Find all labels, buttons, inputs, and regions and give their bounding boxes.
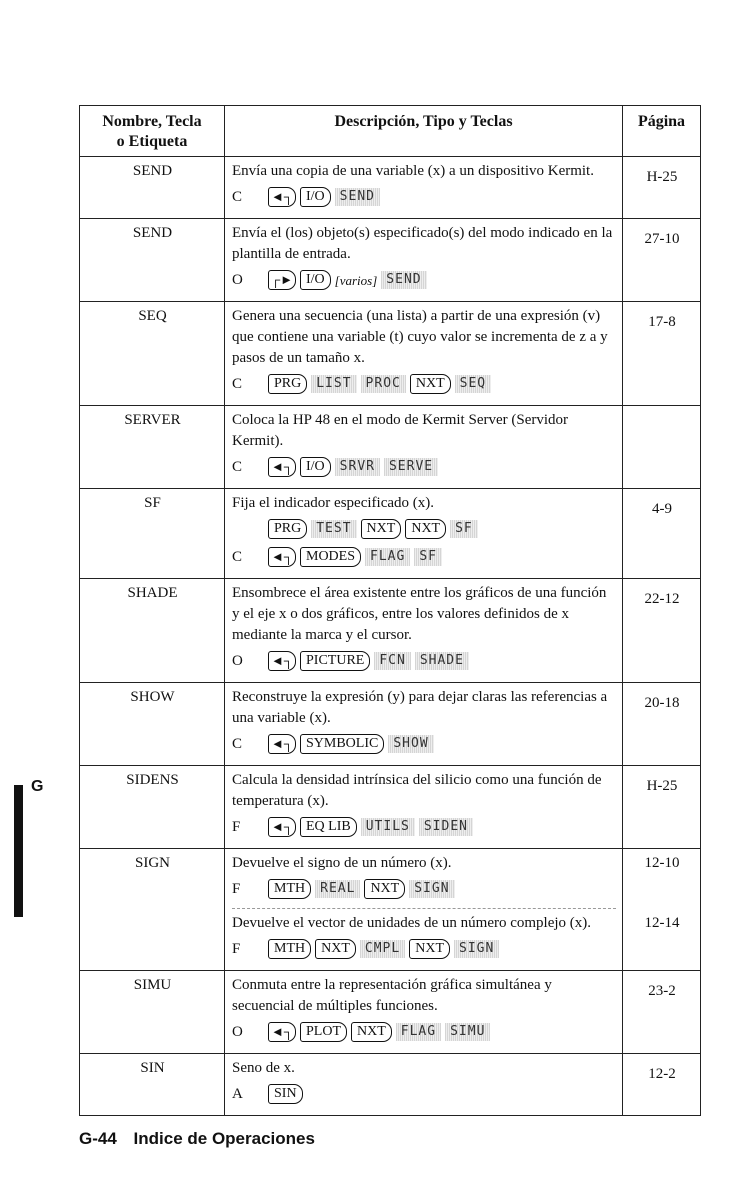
menu-softkey-label: SRVR xyxy=(335,458,380,476)
menu-softkey-label: LIST xyxy=(311,375,356,393)
key-sequence xyxy=(268,457,438,477)
menu-softkey-label: SIGN xyxy=(454,940,499,958)
key-sequence-line xyxy=(232,184,616,210)
operation-description: Devuelve el vector de unidades de un número complejo (x). xyxy=(232,915,592,931)
operation-name: SHADE xyxy=(80,579,225,683)
operation-type: F xyxy=(232,940,241,957)
menu-softkey-label: FLAG xyxy=(365,548,410,566)
header-name-line1: Nombre, Tecla xyxy=(102,113,202,130)
operation-type: F xyxy=(232,880,241,897)
section-tab-bar xyxy=(14,785,23,917)
left-shift-key-icon: ◄┐ xyxy=(268,457,296,477)
key-sequence-line xyxy=(232,814,616,840)
operation-type: C xyxy=(232,375,243,392)
operation-name: SHOW xyxy=(80,683,225,766)
operation-type: C xyxy=(232,188,243,205)
page-reference: 20-18 xyxy=(644,695,680,711)
operation-description: Genera una secuencia (una lista) a partir de una expresión (v) que contiene una variable (t) cuyo valor se incrementa de z a y pasos de un tamaño x. xyxy=(232,308,608,366)
key-sequence-line xyxy=(232,371,616,397)
page-reference-cell xyxy=(623,219,701,302)
operation-description: Envía el (los) objeto(s) especificado(s) del modo indicado en la plantilla de entrada. xyxy=(232,225,613,262)
operation-name: SF xyxy=(80,489,225,579)
menu-softkey-label: SEND xyxy=(381,271,426,289)
header-name-column xyxy=(80,106,225,157)
menu-softkey-label: SERVE xyxy=(384,458,438,476)
page-reference-cell xyxy=(623,302,701,406)
menu-softkey-label: FLAG xyxy=(396,1023,441,1041)
page-reference: H-25 xyxy=(646,169,678,185)
table-row xyxy=(80,489,701,579)
calculator-key: SYMBOLIC xyxy=(300,734,384,754)
menu-softkey-label: SIDEN xyxy=(419,818,473,836)
page-footer xyxy=(79,1129,315,1149)
key-sequence-line xyxy=(232,1019,616,1045)
calculator-key: NXT xyxy=(361,519,402,539)
right-shift-key-icon: ┌► xyxy=(268,270,296,290)
operation-description-cell xyxy=(225,406,623,489)
left-shift-key-icon: ◄┐ xyxy=(268,547,296,567)
operation-type: O xyxy=(232,652,243,669)
calculator-key: PRG xyxy=(268,374,307,394)
menu-softkey-label: UTILS xyxy=(361,818,415,836)
table-row xyxy=(80,406,701,489)
key-sequence-line xyxy=(232,936,616,962)
key-sequence xyxy=(268,817,473,837)
table-row xyxy=(80,219,701,302)
footer-title: Indice de Operaciones xyxy=(133,1129,315,1148)
page-reference-cell xyxy=(623,1054,701,1116)
key-sequence xyxy=(268,270,427,291)
calculator-key: NXT xyxy=(410,374,451,394)
menu-softkey-label: SIGN xyxy=(409,880,454,898)
page-reference: 12-10 xyxy=(644,855,680,871)
section-tab-letter: G xyxy=(31,778,44,795)
menu-softkey-label: FCN xyxy=(374,652,410,670)
calculator-key: NXT xyxy=(315,939,356,959)
page-reference-cell xyxy=(623,157,701,219)
table-body xyxy=(80,157,701,1116)
page-reference-cell xyxy=(623,766,701,849)
key-sequence xyxy=(268,374,491,394)
operation-type: F xyxy=(232,818,241,835)
calculator-key: MODES xyxy=(300,547,361,567)
header-name-line2: o Etiqueta xyxy=(116,133,188,150)
operation-name: SIDENS xyxy=(80,766,225,849)
footer-page-number: G-44 xyxy=(79,1129,117,1148)
calculator-key: I/O xyxy=(300,187,331,207)
page-reference-cell xyxy=(623,489,701,579)
operation-name: SEND xyxy=(80,157,225,219)
table-row xyxy=(80,683,701,766)
left-shift-key-icon: ◄┐ xyxy=(268,817,296,837)
operation-description-cell xyxy=(225,302,623,406)
menu-softkey-label: SEQ xyxy=(455,375,491,393)
table-row xyxy=(80,302,701,406)
operation-type: C xyxy=(232,548,243,565)
menu-softkey-label: SIMU xyxy=(445,1023,490,1041)
operation-description-cell xyxy=(225,683,623,766)
operations-table xyxy=(79,105,701,1116)
calculator-key: NXT xyxy=(405,519,446,539)
menu-softkey-label: REAL xyxy=(315,880,360,898)
table-row xyxy=(80,849,701,971)
operation-description-cell xyxy=(225,971,623,1054)
operation-type: A xyxy=(232,1085,243,1102)
key-sequence-line xyxy=(232,267,616,293)
operation-name: SEQ xyxy=(80,302,225,406)
calculator-key: NXT xyxy=(364,879,405,899)
key-sequence xyxy=(268,187,380,207)
page-reference: 4-9 xyxy=(652,501,672,517)
key-sequence xyxy=(268,939,499,959)
operation-type: C xyxy=(232,735,243,752)
calculator-key: NXT xyxy=(409,939,450,959)
left-shift-key-icon: ◄┐ xyxy=(268,1022,296,1042)
operation-description-cell xyxy=(225,489,623,579)
table-row xyxy=(80,157,701,219)
page-reference: 12-2 xyxy=(648,1066,676,1082)
page-reference: H-25 xyxy=(646,778,678,794)
operation-description: Devuelve el signo de un número (x). xyxy=(232,855,452,871)
key-sequence xyxy=(268,651,469,671)
left-shift-key-icon: ◄┐ xyxy=(268,734,296,754)
key-sequence-line xyxy=(232,648,616,674)
operation-description: Coloca la HP 48 en el modo de Kermit Server (Servidor Kermit). xyxy=(232,412,569,449)
operation-name: SIMU xyxy=(80,971,225,1054)
calculator-key: MTH xyxy=(268,879,311,899)
left-shift-key-icon: ◄┐ xyxy=(268,187,296,207)
page-reference: 23-2 xyxy=(648,983,676,999)
left-shift-key-icon: ◄┐ xyxy=(268,651,296,671)
operation-description: Calcula la densidad intrínsica del silicio como una función de temperatura (x). xyxy=(232,772,602,809)
operation-description: Conmuta entre la representación gráfica simultánea y secuencial de múltiples funciones. xyxy=(232,977,552,1014)
operation-description: Reconstruye la expresión (y) para dejar claras las referencias a una variable (x). xyxy=(232,689,608,726)
calculator-key: SIN xyxy=(268,1084,303,1104)
key-sequence xyxy=(268,519,478,539)
operation-description-cell xyxy=(225,849,623,971)
operation-name: SIN xyxy=(80,1054,225,1116)
page-reference: 17-8 xyxy=(648,314,676,330)
key-sequence xyxy=(268,1022,490,1042)
operation-description-cell xyxy=(225,1054,623,1116)
table-row xyxy=(80,1054,701,1116)
calculator-key: MTH xyxy=(268,939,311,959)
calculator-key: I/O xyxy=(300,270,331,290)
operation-name: SEND xyxy=(80,219,225,302)
operation-type: O xyxy=(232,271,243,288)
block-separator xyxy=(232,908,616,909)
header-page-column: Página xyxy=(623,106,701,157)
key-sequence-line xyxy=(232,1081,616,1107)
operation-description-cell xyxy=(225,766,623,849)
menu-softkey-label: SHOW xyxy=(388,735,433,753)
key-sequence xyxy=(268,734,434,754)
table-header-row xyxy=(80,106,701,157)
operation-description-cell xyxy=(225,579,623,683)
table-row xyxy=(80,766,701,849)
key-sequence-line xyxy=(232,544,616,570)
key-sequence xyxy=(268,879,455,899)
variable-placeholder: [varios] xyxy=(334,272,378,288)
page-reference: 27-10 xyxy=(644,231,680,247)
header-description-column: Descripción, Tipo y Teclas xyxy=(225,106,623,157)
key-sequence-line xyxy=(232,731,616,757)
page-reference: 22-12 xyxy=(644,591,680,607)
operation-description: Fija el indicador especificado (x). xyxy=(232,495,435,511)
operation-type: O xyxy=(232,1023,243,1040)
key-sequence-line xyxy=(232,876,616,902)
table-row xyxy=(80,579,701,683)
menu-softkey-label: TEST xyxy=(311,520,356,538)
key-sequence xyxy=(268,1084,303,1104)
calculator-key: PRG xyxy=(268,519,307,539)
operation-description: Ensombrece el área existente entre los gráficos de una función y el eje x o dos gráficos, entre los valores definidos de x mediante la marca y el cursor. xyxy=(232,585,607,643)
page-reference-cell xyxy=(623,406,701,489)
key-sequence-line xyxy=(232,516,616,542)
operation-type: C xyxy=(232,458,243,475)
calculator-key: EQ LIB xyxy=(300,817,357,837)
calculator-key: NXT xyxy=(351,1022,392,1042)
operation-description: Seno de x. xyxy=(232,1060,295,1076)
operation-name: SERVER xyxy=(80,406,225,489)
menu-softkey-label: SF xyxy=(450,520,478,538)
page-reference-cell xyxy=(623,849,701,971)
operation-description: Envía una copia de una variable (x) a un dispositivo Kermit. xyxy=(232,163,594,179)
calculator-key: I/O xyxy=(300,457,331,477)
operation-description-cell xyxy=(225,219,623,302)
page-reference-cell xyxy=(623,971,701,1054)
page-reference-cell xyxy=(623,683,701,766)
page-reference-cell xyxy=(623,579,701,683)
key-sequence xyxy=(268,547,442,567)
menu-softkey-label: CMPL xyxy=(360,940,405,958)
calculator-key: PICTURE xyxy=(300,651,370,671)
menu-softkey-label: PROC xyxy=(361,375,406,393)
page-reference xyxy=(630,416,694,437)
table-row xyxy=(80,971,701,1054)
key-sequence-line xyxy=(232,454,616,480)
page-reference: 12-14 xyxy=(644,915,680,931)
calculator-key: PLOT xyxy=(300,1022,347,1042)
operation-name: SIGN xyxy=(80,849,225,971)
menu-softkey-label: SF xyxy=(414,548,442,566)
operation-description-cell xyxy=(225,157,623,219)
menu-softkey-label: SEND xyxy=(335,188,380,206)
menu-softkey-label: SHADE xyxy=(415,652,469,670)
